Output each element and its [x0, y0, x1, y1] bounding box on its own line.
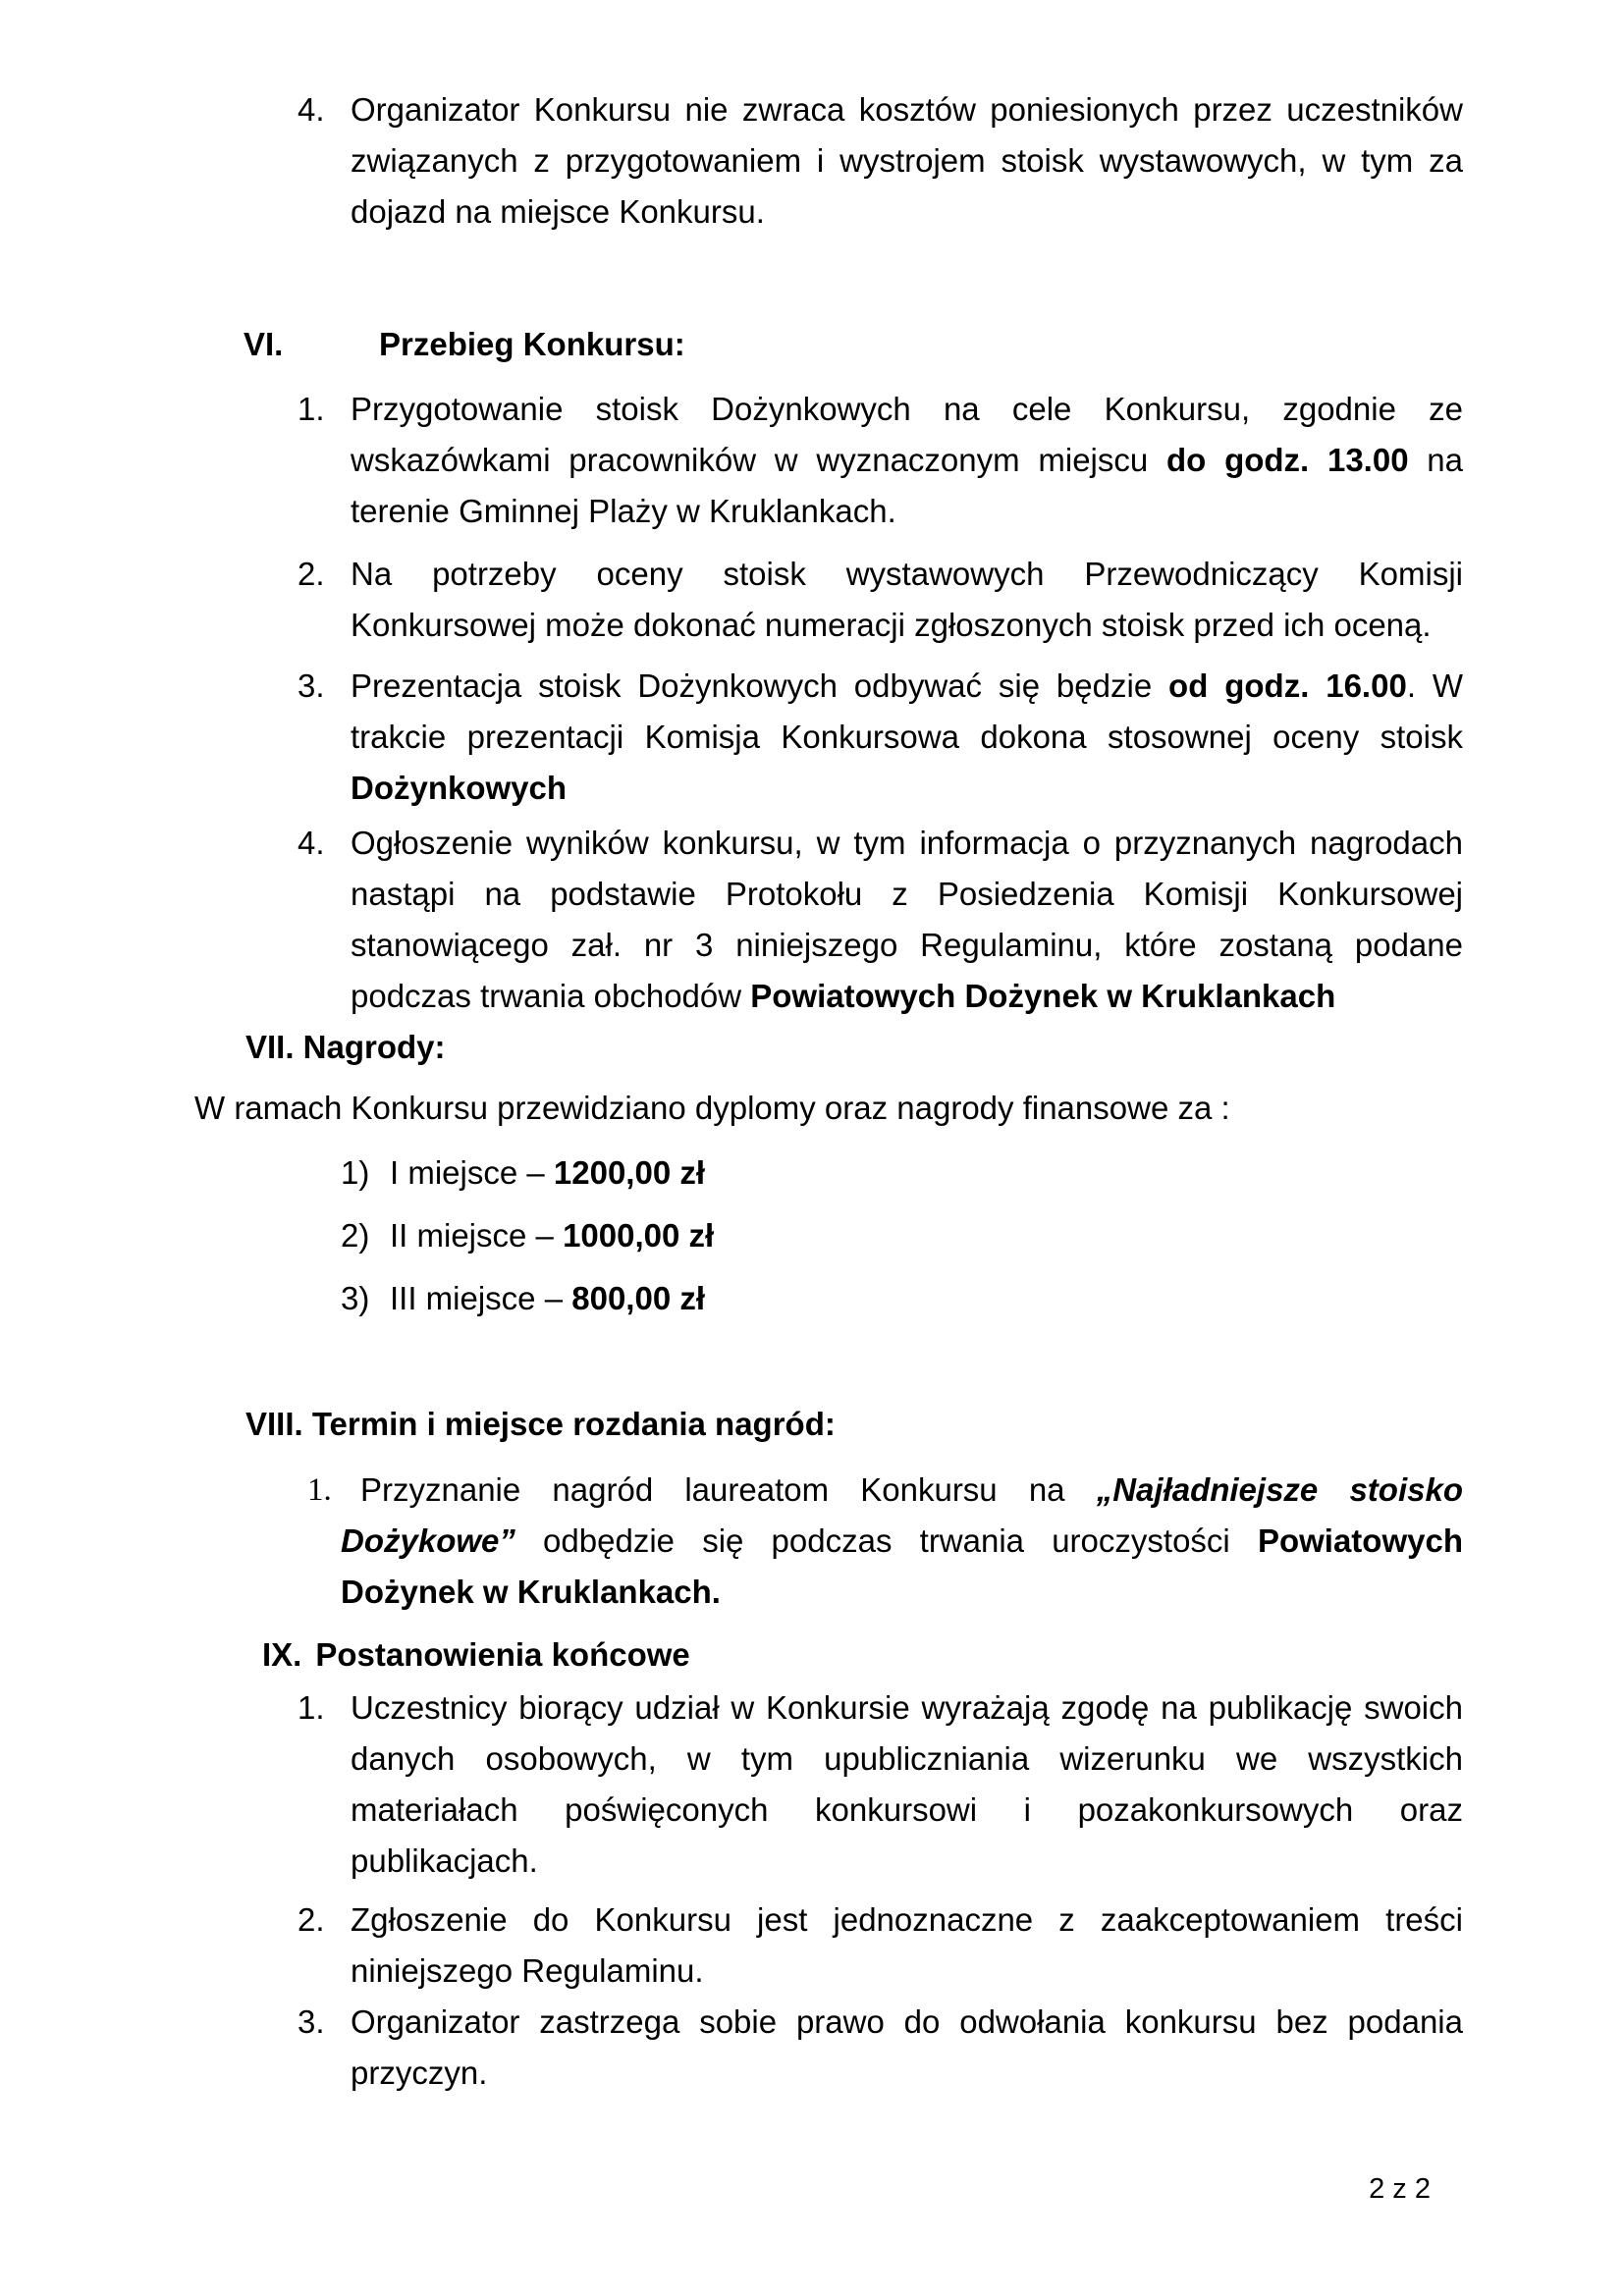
paragraph	[0, 1895, 1624, 1997]
list-marker: 3)	[341, 1280, 370, 1316]
bold-italic-text: „Najładniejsze stoisko Dożykowe”	[341, 1471, 1463, 1559]
paragraph-text: Prezentacja stoisk Dożynkowych odbywać się będzie	[351, 667, 1169, 704]
list-marker: 1)	[341, 1154, 370, 1191]
section-vii-heading	[245, 1022, 1624, 1073]
list-marker: 2)	[341, 1217, 370, 1254]
section-number: VI.	[244, 326, 284, 362]
paragraph	[0, 818, 1624, 1022]
paragraph	[0, 384, 1624, 537]
paragraph	[0, 1148, 1624, 1199]
list-marker: 1.	[307, 1472, 332, 1508]
paragraph	[0, 84, 1624, 238]
section-title: Postanowienia końcowe	[315, 1636, 690, 1673]
list-item-ix-1	[0, 1682, 1624, 1887]
paragraph	[0, 1997, 1624, 2099]
list-marker: 3.	[298, 2003, 325, 2040]
prize-item-2	[0, 1210, 1624, 1261]
section-title: Przebieg Konkursu:	[379, 326, 685, 362]
paragraph	[0, 661, 1624, 814]
paragraph-text: Przyznanie nagród laureatom Konkursu na	[360, 1471, 1097, 1508]
page-number	[1369, 2171, 1431, 2207]
prize-amount: 800,00 zł	[571, 1280, 706, 1316]
list-item-vi-3	[0, 661, 1624, 814]
prize-label: II miejsce –	[390, 1217, 564, 1254]
prize-amount: 1200,00 zł	[553, 1154, 706, 1191]
bold-text: Dożynkowych	[351, 770, 568, 806]
page-number-text: 2 z 2	[1369, 2173, 1431, 2205]
prize-label: III miejsce –	[390, 1280, 572, 1316]
section-number: IX.	[262, 1636, 302, 1673]
paragraph-text: . W trakcie prezentacji Komisja Konkursowa dokona stosownej oceny stoisk	[351, 667, 1463, 755]
list-marker: 2.	[298, 556, 325, 592]
prize-item-1	[0, 1148, 1624, 1199]
prize-item-3	[0, 1273, 1624, 1324]
paragraph-text: W ramach Konkursu przewidziano dyplomy oraz nagrody finansowe za :	[194, 1090, 1230, 1126]
list-marker: 3.	[298, 667, 325, 704]
paragraph-text: na terenie Gminnej Plaży w Kruklankach.	[351, 442, 1464, 529]
bold-text: Powiatowych Dożynek w Kruklankach.	[341, 1522, 1463, 1610]
list-marker: 4.	[298, 825, 325, 861]
paragraph-text: odbędzie się podczas trwania uroczystości	[514, 1522, 1258, 1559]
section-title: VII. Nagrody:	[245, 1029, 446, 1065]
list-item-viii-1	[0, 1465, 1624, 1618]
section-ix-heading	[262, 1629, 1624, 1681]
list-marker: 1.	[298, 391, 325, 427]
list-item-vi-2	[0, 549, 1624, 651]
paragraph-text: Na potrzeby oceny stoisk wystawowych Przewodniczący Komisji Konkursowej może dokonać numeracji zgłoszonych stoisk przed ich oceną.	[351, 556, 1463, 643]
paragraph	[0, 549, 1624, 651]
section-vi-heading	[244, 319, 1624, 370]
paragraph-text: Organizator zastrzega sobie prawo do odwołania konkursu bez podania przyczyn.	[351, 2003, 1463, 2091]
list-item-ix-3	[0, 1997, 1624, 2099]
paragraph-text: Ogłoszenie wyników konkursu, w tym informacja o przyznanych nagrodach nastąpi na podstawie Protokołu z Posiedzenia Komisji Konkursowej stanowiącego zał. nr 3 niniejszego Regulaminu, które zostaną podane podczas trwania obchodów	[351, 825, 1463, 1014]
paragraph	[0, 1273, 1624, 1324]
paragraph-text: Organizator Konkursu nie zwraca kosztów poniesionych przez uczestników związanych z przygotowaniem i wystrojem stoisk wystawowych, w tym za dojazd na miejsce Konkursu.	[351, 91, 1463, 230]
section-title: VIII. Termin i miejsce rozdania nagród:	[245, 1406, 836, 1442]
paragraph	[0, 1682, 1624, 1887]
section-vii-intro	[194, 1083, 1463, 1134]
paragraph-text: Uczestnicy biorący udział w Konkursie wyrażają zgodę na publikację swoich danych osobowych, w tym upubliczniania wizerunku we wszystkich materiałach poświęconych konkursowi i pozakonkursowych oraz publikacjach.	[351, 1689, 1463, 1879]
list-marker: 2.	[298, 1901, 325, 1938]
list-marker: 1.	[298, 1689, 325, 1726]
list-item-preamble-4	[0, 84, 1624, 238]
paragraph	[0, 1210, 1624, 1261]
list-item-vi-1	[0, 384, 1624, 537]
paragraph-text: Zgłoszenie do Konkursu jest jednoznaczne z zaakceptowaniem treści niniejszego Regulaminu.	[351, 1901, 1463, 1989]
paragraph-text: Przygotowanie stoisk Dożynkowych na cele Konkursu, zgodnie ze wskazówkami pracowników w wyznaczonym miejscu	[351, 391, 1463, 478]
list-marker: 4.	[298, 91, 325, 128]
prize-label: I miejsce –	[390, 1154, 554, 1191]
bold-text: do godz. 13.00	[1166, 442, 1409, 478]
section-viii-heading	[245, 1399, 1624, 1450]
list-item-ix-2	[0, 1895, 1624, 1997]
bold-text: od godz. 16.00	[1168, 667, 1407, 704]
bold-text: Powiatowych Dożynek w Kruklankach	[750, 978, 1336, 1014]
prize-amount: 1000,00 zł	[563, 1217, 715, 1254]
paragraph	[0, 1465, 1624, 1618]
list-item-vi-4	[0, 818, 1624, 1022]
